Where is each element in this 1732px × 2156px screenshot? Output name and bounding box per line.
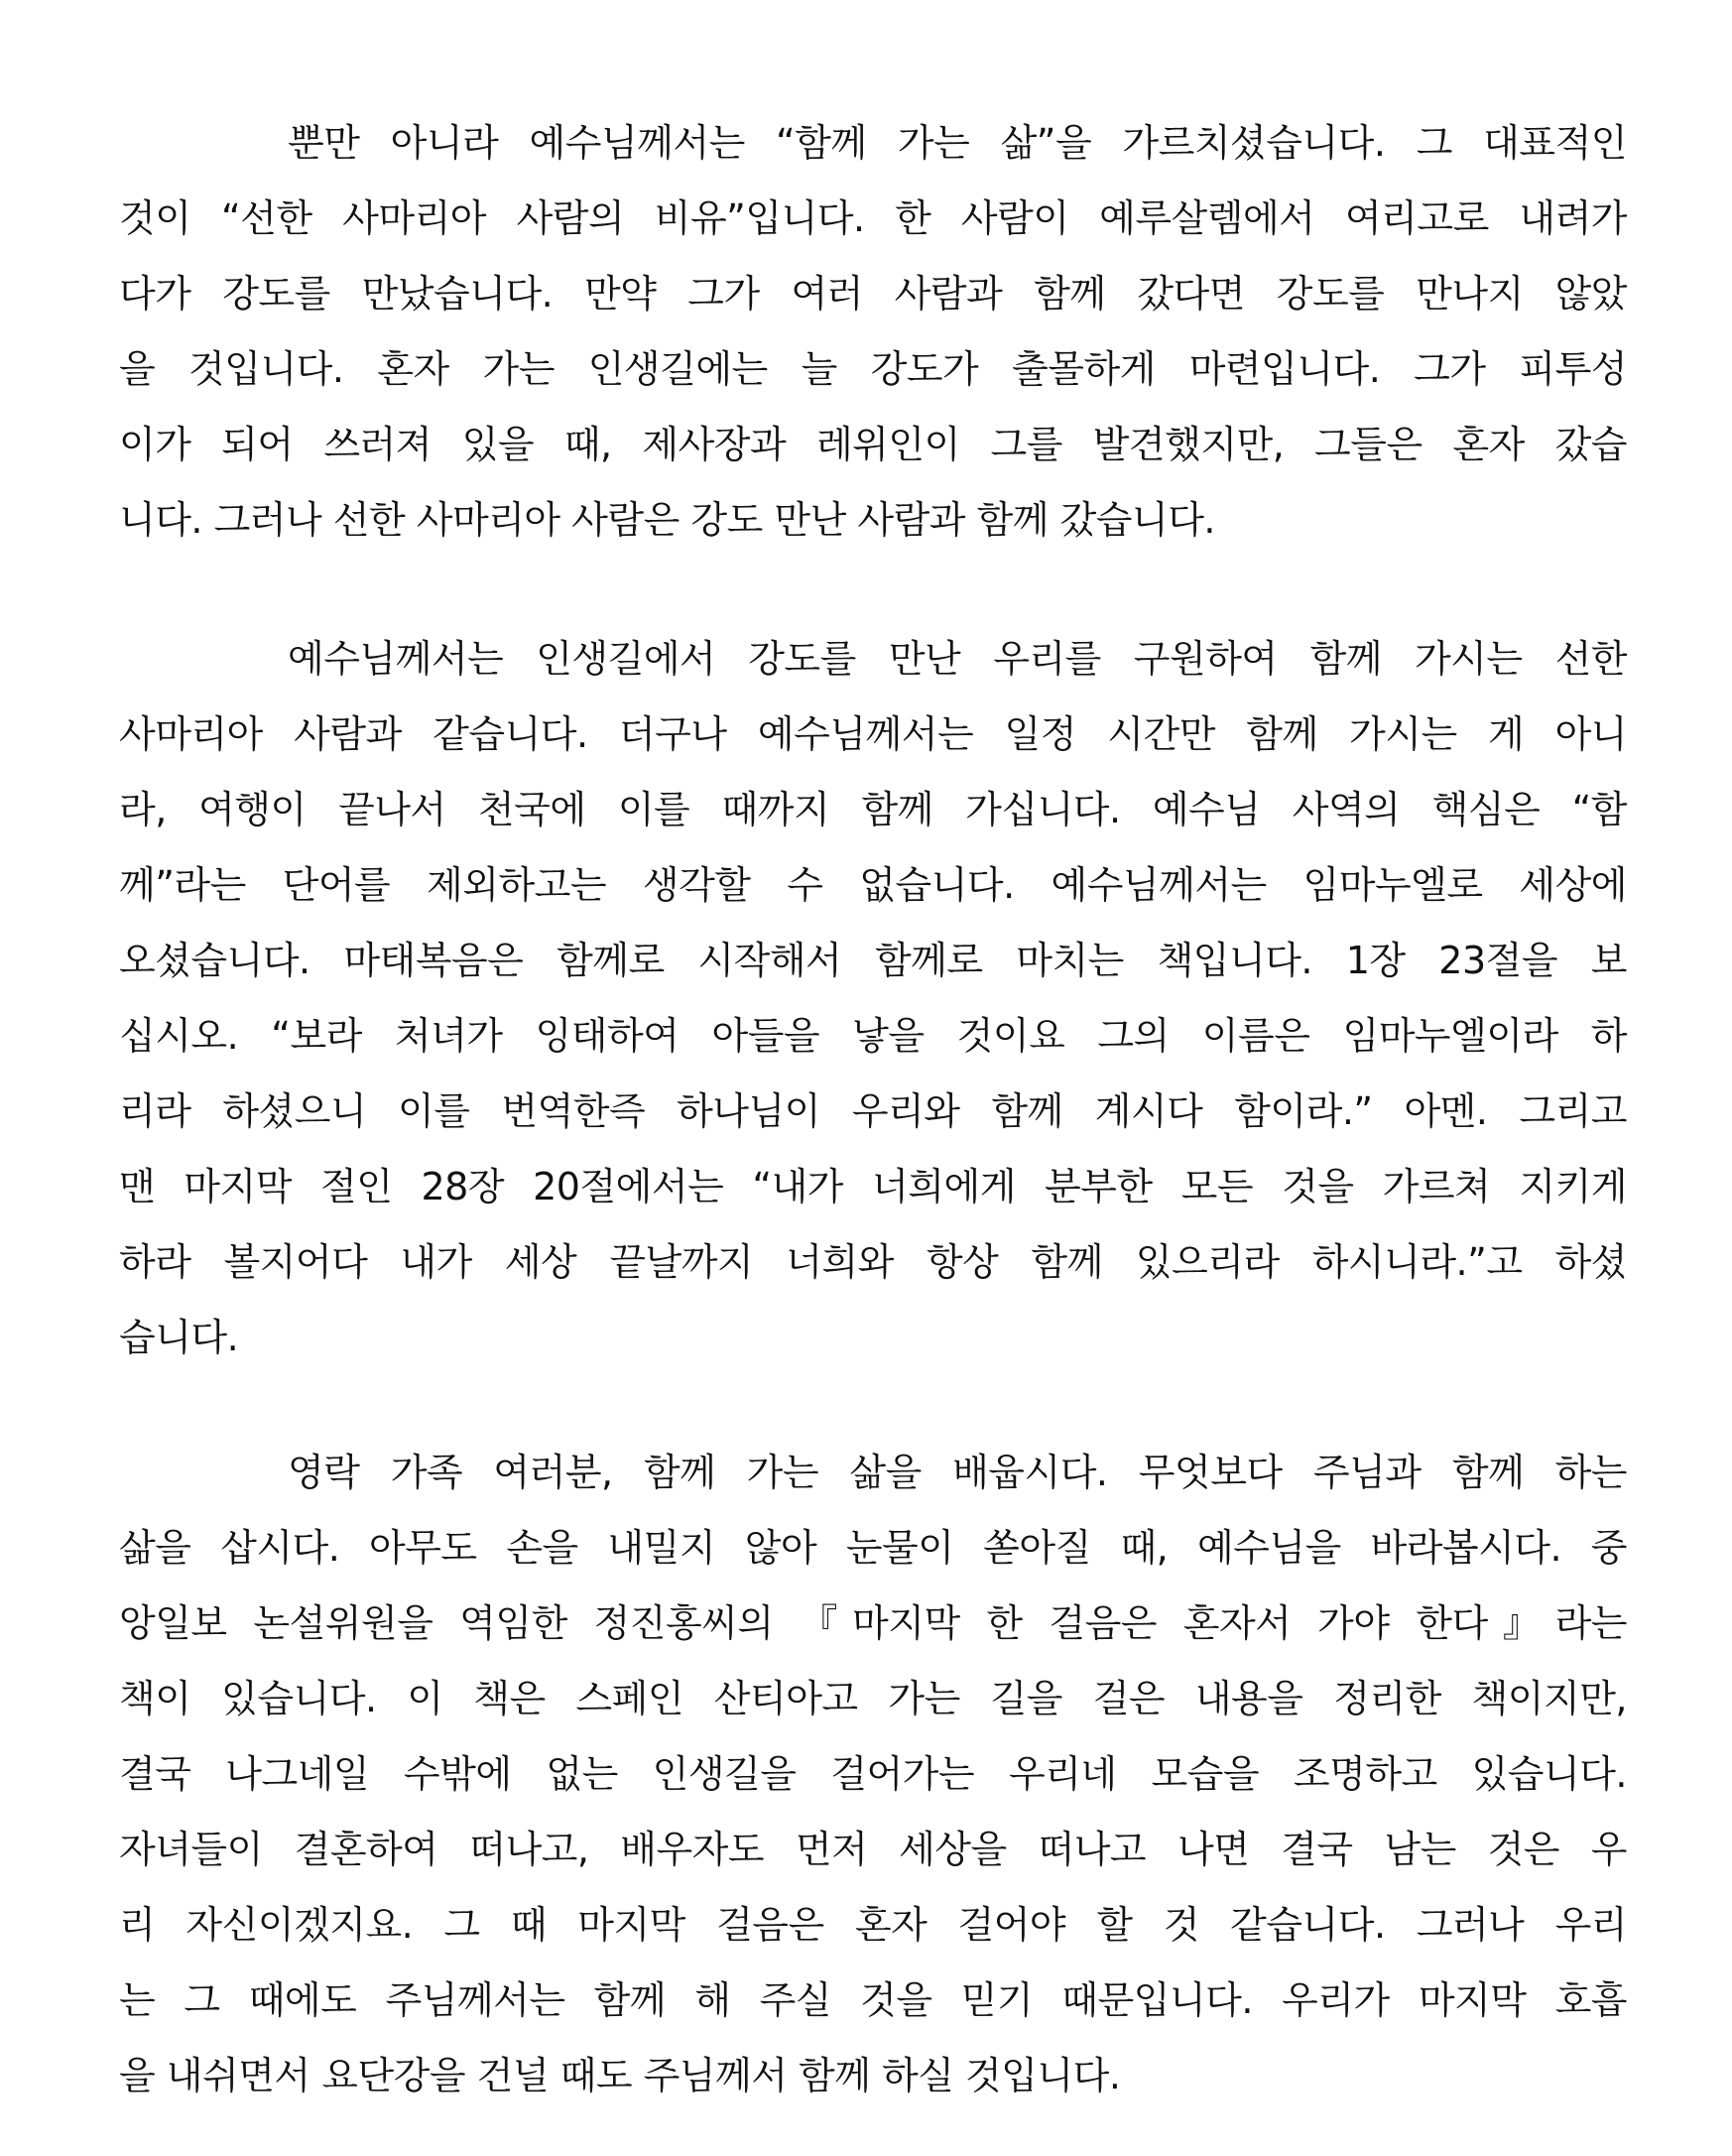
paragraph-1	[119, 105, 1627, 558]
text-line: 맨 마지막 절인 28장 20절에서는 “내가 너희에게 분부한 모든 것을 가르쳐 지키게	[119, 1165, 1627, 1208]
text-line: 리 자신이겠지요. 그 때 마지막 걸음은 혼자 걸어야 할 것 같습니다. 그러나 우리	[119, 1903, 1627, 1947]
text-line: 결국 나그네일 수밖에 없는 인생길을 걸어가는 우리네 모습을 조명하고 있습니다.	[119, 1752, 1627, 1796]
text-line: 리라 하셨으니 이를 번역한즉 하나님이 우리와 함께 계시다 함이라.” 아멘. 그리고	[119, 1089, 1627, 1133]
paragraph-3	[119, 1435, 1627, 2113]
text-line: 사마리아 사람과 같습니다. 더구나 예수님께서는 일정 시간만 함께 가시는 게 아니	[119, 712, 1627, 756]
text-line: 께”라는 단어를 제외하고는 생각할 수 없습니다. 예수님께서는 임마누엘로 세상에	[119, 863, 1627, 907]
text-line: 라, 여행이 끝나서 천국에 이를 때까지 함께 가십니다. 예수님 사역의 핵심은 “함	[119, 788, 1627, 831]
paragraph-2	[119, 621, 1627, 1375]
text-line: 하라 볼지어다 내가 세상 끝날까지 너희와 항상 함께 있으리라 하시니라.”고 하셨	[119, 1240, 1627, 1284]
text-line: 앙일보 논설위원을 역임한 정진홍씨의 『마지막 한 걸음은 혼자서 가야 한다』라는	[119, 1601, 1627, 1645]
text-line: 삶을 삽시다. 아무도 손을 내밀지 않아 눈물이 쏟아질 때, 예수님을 바라봅시다. 중	[119, 1526, 1627, 1570]
text-line: 자녀들이 결혼하여 떠나고, 배우자도 먼저 세상을 떠나고 나면 결국 남는 것은 우	[119, 1828, 1627, 1871]
text-line: 책이 있습니다. 이 책은 스페인 산티아고 가는 길을 걸은 내용을 정리한 책이지만,	[119, 1677, 1627, 1720]
text-line: 십시오. “보라 처녀가 잉태하여 아들을 낳을 것이요 그의 이름은 임마누엘이라 하	[119, 1014, 1627, 1058]
text-line: 뿐만 아니라 예수님께서는 “함께 가는 삶”을 가르치셨습니다. 그 대표적인	[288, 121, 1627, 165]
text-line: 니다. 그러나 선한 사마리아 사람은 강도 만난 사람과 함께 갔습니다.	[119, 498, 1215, 542]
text-line: 는 그 때에도 주님께서는 함께 해 주실 것을 믿기 때문입니다. 우리가 마지막 호흡	[119, 1978, 1627, 2022]
text-line: 오셨습니다. 마태복음은 함께로 시작해서 함께로 마치는 책입니다. 1장 23절을 보	[119, 939, 1627, 982]
text-line: 을 내쉬면서 요단강을 건널 때도 주님께서 함께 하실 것입니다.	[119, 2054, 1121, 2097]
text-line: 을 것입니다. 혼자 가는 인생길에는 늘 강도가 출몰하게 마련입니다. 그가 피투성	[119, 347, 1627, 391]
text-line: 다가 강도를 만났습니다. 만약 그가 여러 사람과 함께 갔다면 강도를 만나지 않았	[119, 272, 1627, 316]
text-line: 것이 “선한 사마리아 사람의 비유”입니다. 한 사람이 예루살렘에서 여리고로 내려가	[119, 196, 1627, 240]
text-line: 이가 되어 쓰러져 있을 때, 제사장과 레위인이 그를 발견했지만, 그들은 혼자 갔습	[119, 423, 1627, 466]
text-line: 습니다.	[119, 1316, 239, 1359]
text-line: 예수님께서는 인생길에서 강도를 만난 우리를 구원하여 함께 가시는 선한	[288, 637, 1627, 681]
text-line: 영락 가족 여러분, 함께 가는 삶을 배웁시다. 무엇보다 주님과 함께 하는	[288, 1451, 1627, 1494]
